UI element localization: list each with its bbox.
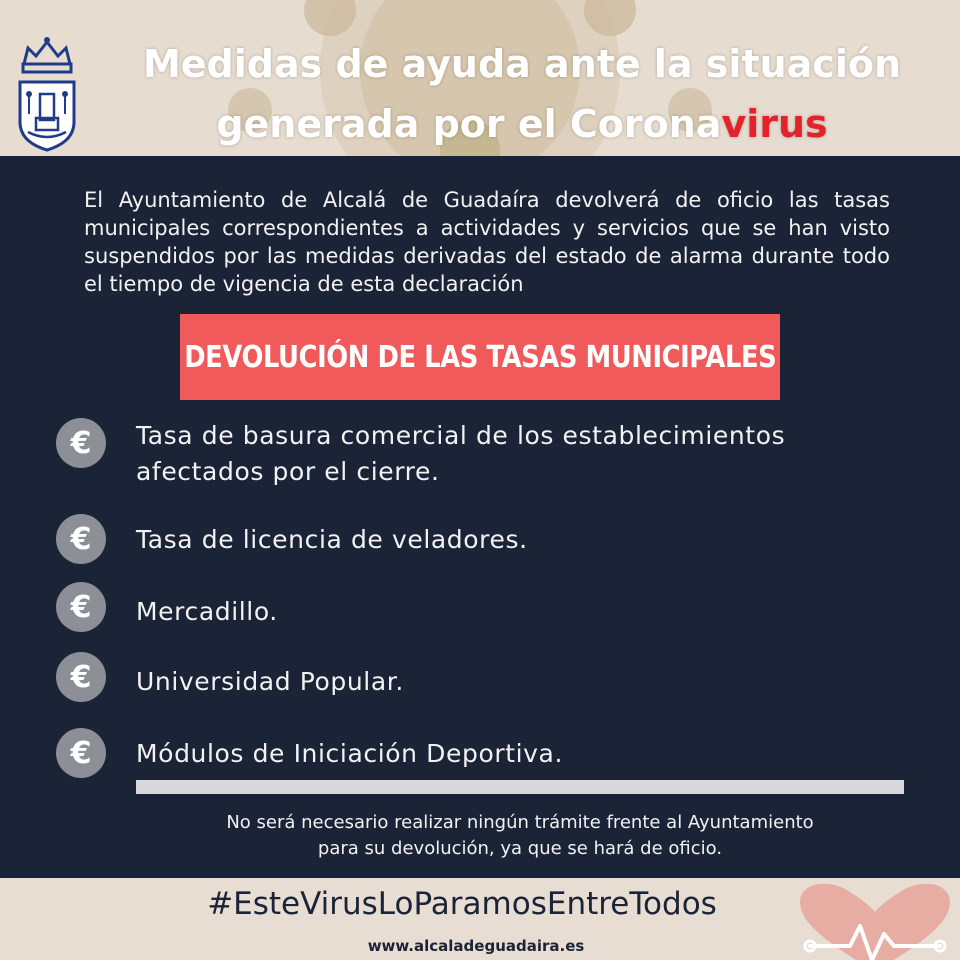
- footnote-line-1: No será necesario realizar ningún trámite frente al Ayuntamiento: [226, 812, 814, 833]
- divider: [136, 780, 904, 794]
- footnote: [136, 810, 904, 862]
- section-banner: [180, 314, 780, 400]
- title-accent-virus: virus: [721, 102, 828, 146]
- main-panel: [0, 156, 960, 878]
- municipal-coat-of-arms-icon: [14, 34, 80, 154]
- title-line-2: [84, 94, 960, 154]
- page-title: [84, 34, 960, 154]
- title-line-1: Medidas de ayuda ante la situación: [142, 42, 902, 86]
- footnote-line-2: para su devolución, ya que se hará de oficio.: [317, 838, 723, 859]
- list-item-text: Mercadillo.: [136, 597, 278, 626]
- list-item-text: Módulos de Iniciación Deportiva.: [136, 739, 564, 768]
- intro-paragraph: El Ayuntamiento de Alcalá de Guadaíra devolverá de oficio las tasas municipales correspondientes a actividades y servicios que se han visto suspendidos por las medidas derivadas del estado de alarma durante todo el tiempo de vigencia de esta declaración: [84, 188, 890, 296]
- website-link[interactable]: www.alcaladeguadaira.es: [367, 937, 585, 955]
- euro-icon: €: [56, 418, 106, 468]
- header: [0, 0, 960, 156]
- footer: [0, 878, 960, 960]
- hashtag: #EsteVirusLoParamosEntreTodos: [207, 886, 717, 922]
- euro-icon: €: [56, 514, 106, 564]
- euro-icon: €: [56, 582, 106, 632]
- list-item-text: Universidad Popular.: [136, 667, 404, 696]
- section-banner-label: DEVOLUCIÓN DE LAS TASAS MUNICIPALES: [183, 339, 777, 375]
- euro-icon: €: [56, 728, 106, 778]
- list-item-text: Tasa de licencia de veladores.: [136, 525, 528, 554]
- list-item-text: Tasa de basura comercial de los establecimientos afectados por el cierre.: [136, 421, 786, 486]
- euro-icon: €: [56, 652, 106, 702]
- title-line-2-main: generada por el Corona: [216, 102, 722, 146]
